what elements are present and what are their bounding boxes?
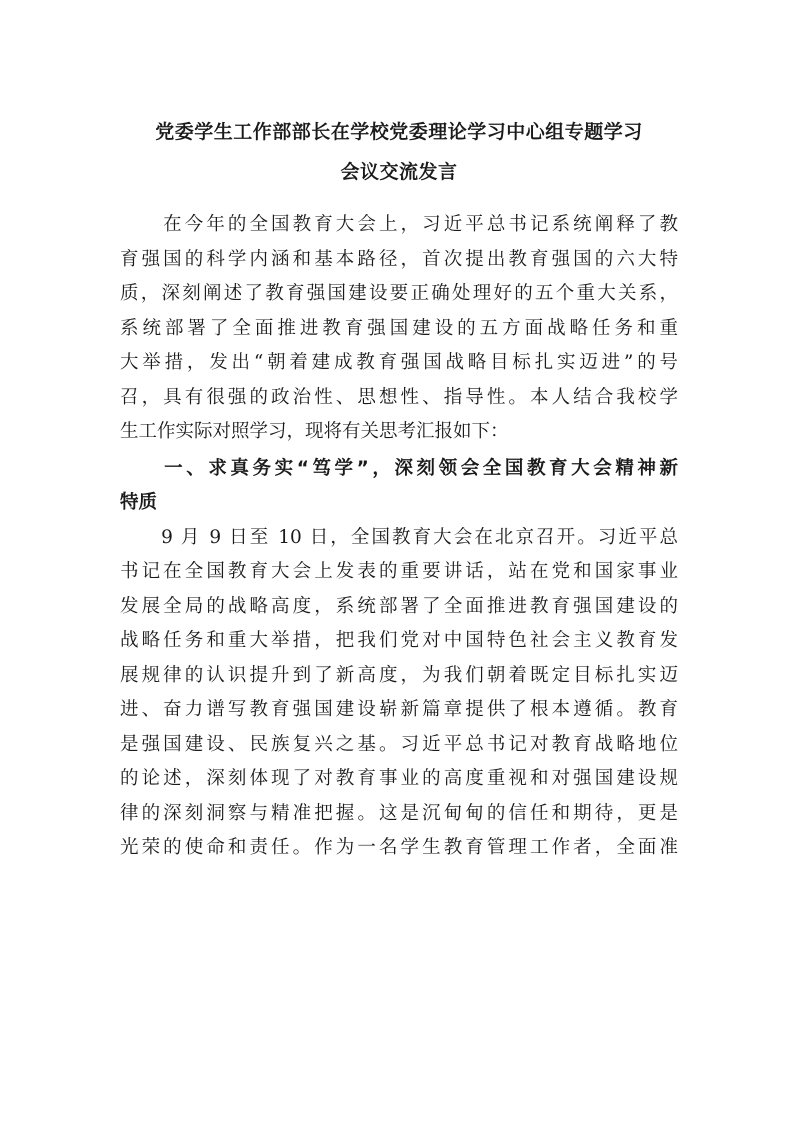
text-line: 战略任务和重大举措，把我们党对中国特色社会主义教育发: [120, 630, 678, 651]
document-title-line-2: 会议交流发言: [340, 161, 458, 183]
text-line: 大举措，发出“朝着建成教育强国战略目标扎实迈进”的号: [120, 352, 678, 373]
document-page: [120, 112, 678, 866]
text-line: 召，具有很强的政治性、思想性、指导性。本人结合我校学: [120, 386, 678, 408]
text-line: 9 月 9 日至 10 日，全国教育大会在北京召开。习近平总: [120, 526, 678, 548]
section-heading-1: [120, 452, 678, 521]
intro-paragraph: [120, 208, 678, 450]
text-line: 书记在全国教育大会上发表的重要讲话，站在党和国家事业: [120, 561, 678, 582]
text-line: 光荣的使命和责任。作为一名学生教育管理工作者，全面准: [120, 837, 678, 858]
text-line: 质，深刻阐述了教育强国建设要正确处理好的五个重大关系，: [120, 283, 678, 304]
text-line: 发展全局的战略高度，系统部署了全面推进教育强国建设的: [120, 595, 678, 617]
text-line: 系统部署了全面推进教育强国建设的五方面战略任务和重: [120, 317, 678, 339]
text-line: 的论述，深刻体现了对教育事业的高度重视和对强国建设规: [120, 768, 678, 789]
text-line: 生工作实际对照学习，现将有关思考汇报如下：: [120, 421, 509, 442]
heading-line: 特质: [120, 492, 158, 513]
text-line: 展规律的认识提升到了新高度，为我们朝着既定目标扎实迈: [120, 664, 678, 686]
text-line: 是强国建设、民族复兴之基。习近平总书记对教育战略地位: [120, 733, 678, 755]
document-title-line-1: 党委学生工作部部长在学校党委理论学习中心组专题学习: [155, 121, 643, 143]
text-line: 律的深刻洞察与精准把握。这是沉甸甸的信任和期待，更是: [120, 802, 678, 824]
text-line: 进、奋力谱写教育强国建设崭新篇章提供了根本遵循。教育: [120, 699, 678, 720]
body-paragraph: [120, 521, 678, 866]
heading-line: 一、求真务实“笃学”，深刻领会全国教育大会精神新: [120, 457, 678, 479]
text-line: 育强国的科学内涵和基本路径，首次提出教育强国的六大特: [120, 248, 678, 270]
text-line: 在今年的全国教育大会上，习近平总书记系统阐释了教: [120, 214, 678, 235]
